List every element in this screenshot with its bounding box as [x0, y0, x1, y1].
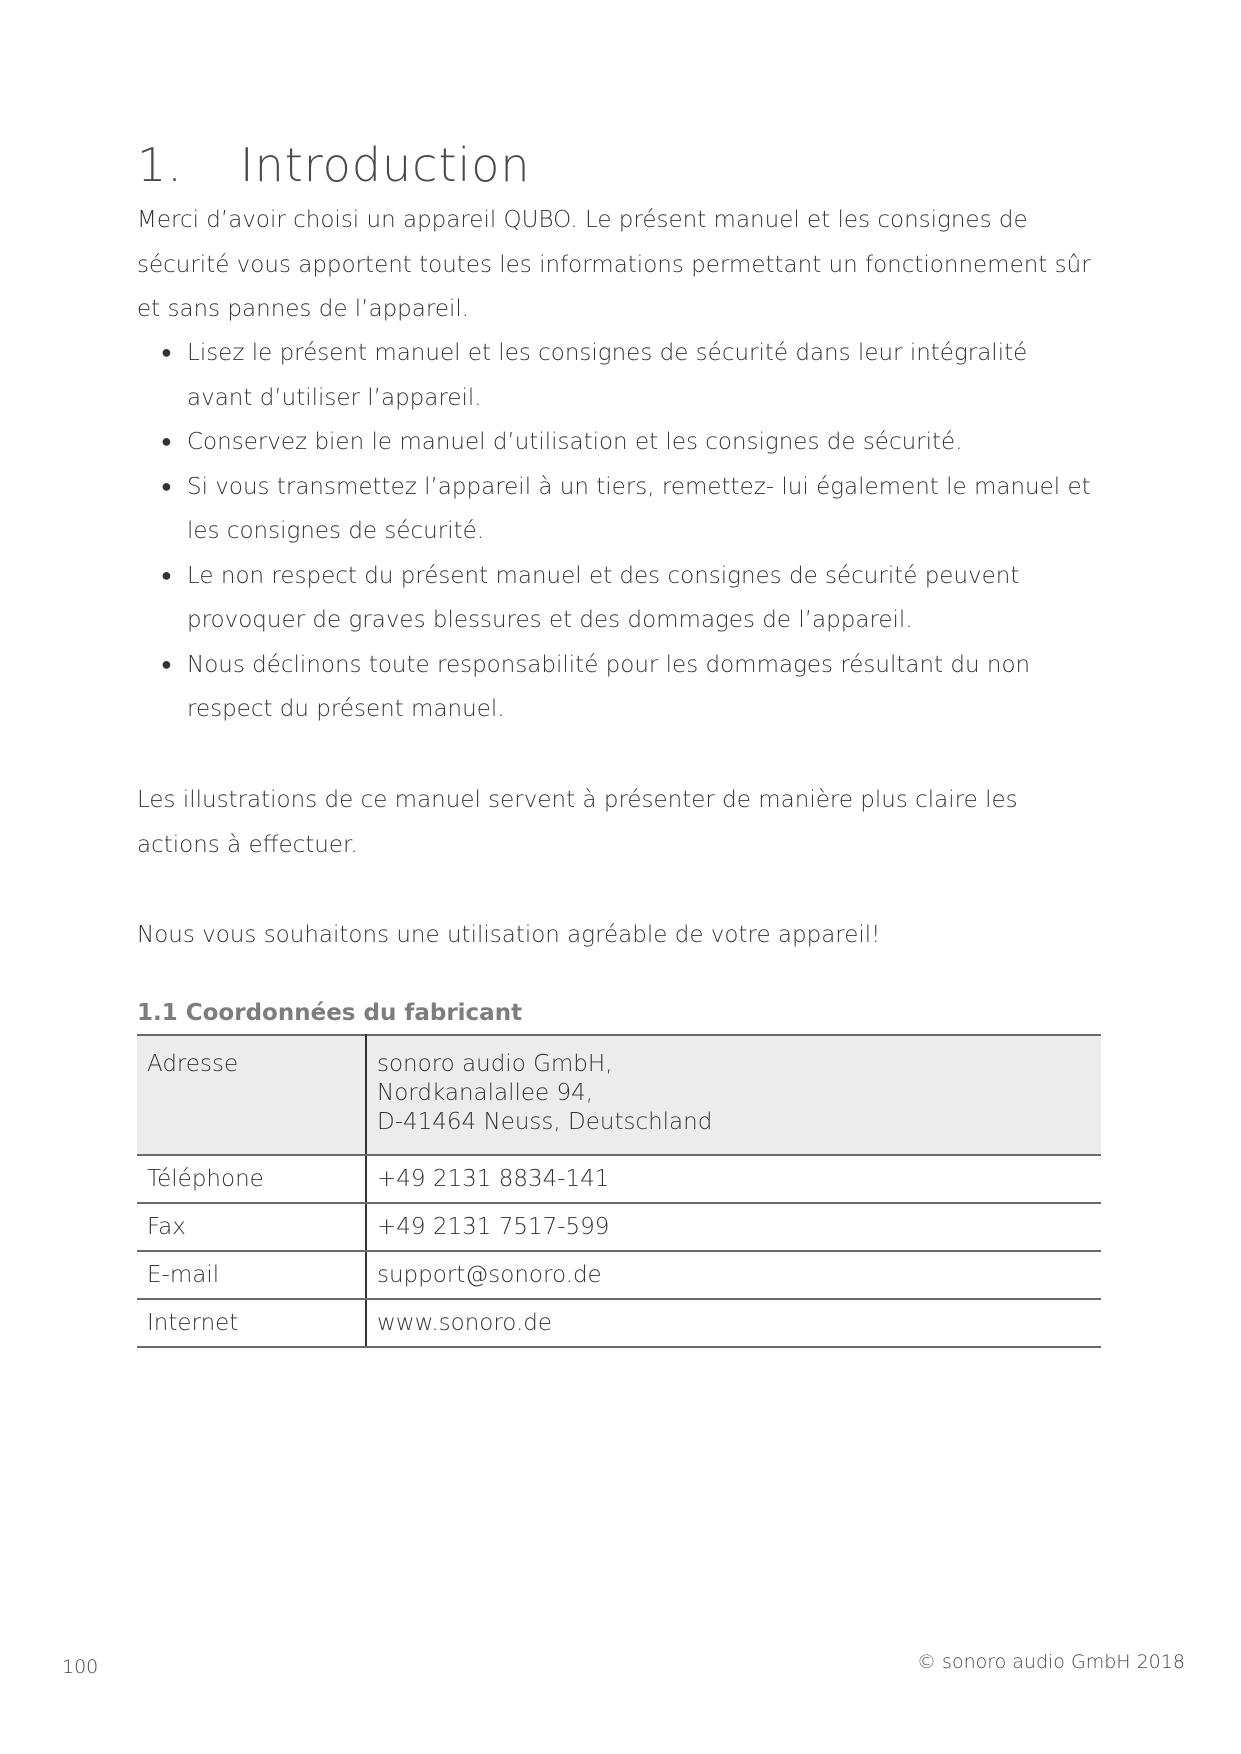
address-line: sonoro audio GmbH, [377, 1051, 613, 1077]
illustrations-paragraph: Les illustrations de ce manuel servent à présenter de manière plus claire les actions à effectuer. [137, 787, 1018, 858]
bullet-text: Si vous transmettez l’appareil à un tiers, remettez- lui également le manuel et les consignes de sécurité. [187, 473, 1091, 544]
email-label: E-mail [137, 1251, 366, 1299]
table-row [137, 1251, 1101, 1299]
internet-value: www.sonoro.de [366, 1299, 1101, 1347]
bullet-text: Nous déclinons toute responsabilité pour les dommages résultant du non respect du présent manuel. [187, 651, 1031, 722]
address-label: Adresse [137, 1035, 366, 1155]
page-title [137, 138, 531, 192]
page-number: 100 [62, 1656, 99, 1678]
bullet-text: Le non respect du présent manuel et des consignes de sécurité peuvent provoquer de graves blessures et des dommages de l’appareil. [187, 562, 1020, 633]
section-heading: 1.1 Coordonnées du fabricant [137, 1000, 523, 1026]
bullet-icon: ● [161, 653, 172, 675]
list-item [137, 643, 1097, 732]
safety-bullet-list [137, 331, 1097, 732]
table-row [137, 1299, 1101, 1347]
bullet-text: Lisez le présent manuel et les consignes de sécurité dans leur intégralité avant d’utiliser l’appareil. [187, 340, 1028, 411]
intro-paragraph: Merci d’avoir choisi un appareil QUBO. Le présent manuel et les consignes de sécurité vous apportent toutes les informations permettant un fonctionnement sûr et sans pannes de l’appareil. [137, 207, 1091, 322]
list-item [137, 465, 1097, 554]
table-row [137, 1203, 1101, 1251]
copyright-notice: © sonoro audio GmbH 2018 [917, 1651, 1185, 1673]
bullet-icon: ● [161, 342, 172, 363]
bullet-text: Conservez bien le manuel d’utilisation et les consignes de sécurité. [187, 429, 963, 455]
bullet-icon: ● [161, 431, 172, 452]
heading-number: 1. [137, 138, 183, 192]
address-line: D-41464 Neuss, Deutschland [377, 1109, 713, 1135]
address-line: Nordkanalallee 94, [377, 1080, 594, 1106]
phone-label: Téléphone [137, 1155, 366, 1203]
internet-label: Internet [137, 1299, 366, 1347]
email-value: support@sonoro.de [366, 1251, 1101, 1299]
closing-paragraph: Nous vous souhaitons une utilisation agréable de votre appareil! [137, 922, 881, 948]
heading-title: Introduction [240, 138, 531, 192]
address-value [366, 1035, 1101, 1155]
list-item [137, 554, 1097, 643]
fax-value: +49 2131 7517-599 [366, 1203, 1101, 1251]
manufacturer-contact-table [137, 1034, 1101, 1348]
table-row [137, 1035, 1101, 1155]
bullet-icon: ● [161, 475, 172, 497]
table-row [137, 1155, 1101, 1203]
bullet-icon: ● [161, 564, 172, 586]
list-item [137, 420, 1097, 465]
phone-value: +49 2131 8834-141 [366, 1155, 1101, 1203]
fax-label: Fax [137, 1203, 366, 1251]
list-item [137, 331, 1097, 420]
